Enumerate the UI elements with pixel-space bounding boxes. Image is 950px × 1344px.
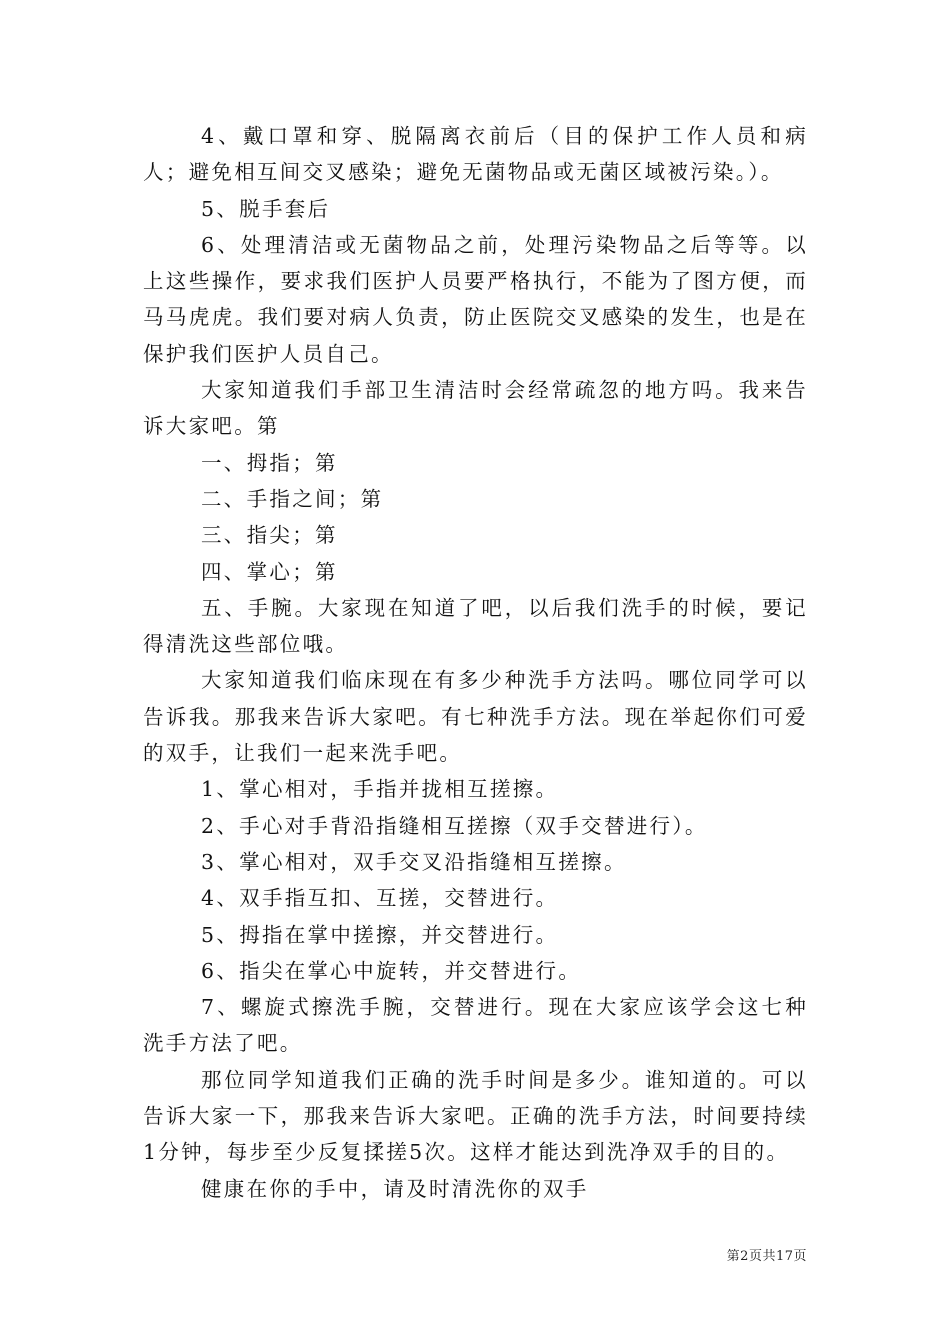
paragraph: 1、掌心相对，手指并拢相互搓擦。 bbox=[201, 777, 559, 802]
paragraph: 6、处理清洁或无菌物品之前，处理污染物品之后等等。以上这些操作，要求我们医护人员要严格执行，不能为了图方便，而马马虎虎。我们要对病人负责，防止医院交叉感染的发生，也是在保护我们医护人员自己。 bbox=[143, 232, 808, 366]
paragraph: 那位同学知道我们正确的洗手时间是多少。谁知道的。可以告诉大家一下，那我来告诉大家吧。正确的洗手方法，时间要持续1分钟，每步至少反复揉搓5次。这样才能达到洗净双手的目的。 bbox=[143, 1067, 808, 1165]
page-number-footer: 第2页共17页 bbox=[726, 1249, 807, 1264]
paragraph: 二、手指之间；第 bbox=[201, 486, 384, 511]
paragraph: 4、双手指互扣、互搓，交替进行。 bbox=[201, 886, 559, 911]
paragraph: 5、脱手套后 bbox=[201, 196, 331, 221]
paragraph: 健康在你的手中，请及时清洗你的双手 bbox=[201, 1176, 589, 1201]
paragraph: 6、指尖在掌心中旋转，并交替进行。 bbox=[201, 958, 582, 983]
paragraph: 7、螺旋式擦洗手腕，交替进行。现在大家应该学会这七种洗手方法了吧。 bbox=[143, 995, 808, 1056]
paragraph: 2、手心对手背沿指缝相互搓擦（双手交替进行）。 bbox=[201, 813, 708, 838]
paragraph: 5、拇指在掌中搓擦，并交替进行。 bbox=[201, 922, 559, 947]
paragraph: 三、指尖；第 bbox=[201, 523, 338, 548]
paragraph: 四、掌心；第 bbox=[201, 559, 338, 584]
paragraph: 3、掌心相对，双手交叉沿指缝相互搓擦。 bbox=[201, 849, 627, 874]
paragraph: 五、手腕。大家现在知道了吧，以后我们洗手的时候，要记得清洗这些部位哦。 bbox=[143, 595, 808, 657]
paragraph: 大家知道我们临床现在有多少种洗手方法吗。哪位同学可以告诉我。那我来告诉大家吧。有七种洗手方法。现在举起你们可爱的双手，让我们一起来洗手吧。 bbox=[143, 668, 808, 766]
document-body bbox=[143, 118, 808, 1207]
paragraph: 4、戴口罩和穿、脱隔离衣前后（目的保护工作人员和病人；避免相互间交叉感染；避免无菌物品或无菌区域被污染。）。 bbox=[143, 124, 808, 185]
paragraph: 大家知道我们手部卫生清洁时会经常疏忽的地方吗。我来告诉大家吧。第 bbox=[143, 378, 808, 439]
paragraph: 一、拇指；第 bbox=[201, 450, 338, 475]
